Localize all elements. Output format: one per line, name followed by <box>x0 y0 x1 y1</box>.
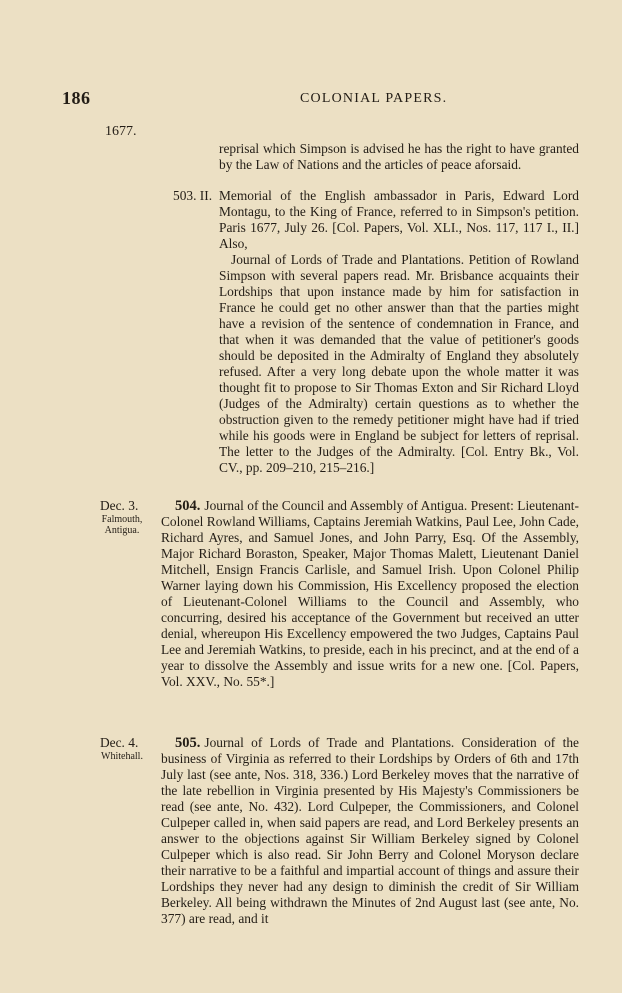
entry-503 <box>173 188 579 476</box>
entry-505 <box>161 735 579 927</box>
entry-504-date: Dec. 3. <box>100 498 139 513</box>
running-title: COLONIAL PAPERS. <box>300 91 448 106</box>
entry-503-memorial-paragraph: Memorial of the English ambassador in Paris, Edward Lord Montagu, to the King of France, referred to in Simpson's petition. Paris 1677, July 26. [Col. Papers, Vol. XLI., Nos. 117, 117 I., II.] Also, <box>219 188 579 251</box>
entry-503-journal-paragraph: Journal of Lords of Trade and Plantations. Petition of Rowland Simpson with several papers read. Mr. Brisbance acquaints their Lordships that upon instance made by him for satisfaction in France he could get no other answer than that the parties might have a revision of the sentence of condemnation in France, and that when it was demanded that the value of petitioner's goods should be deposited in the Admiralty of England they absolutely refused. After a very long debate upon the whole matter it was thought fit to propose to Sir Thomas Exton and Sir Richard Lloyd (Judges of the Admiralty) certain questions as to whether the obstruction given to the remedy petitioner might have had if tried while his goods were in England be subject for letters of reprisal. The letter to the Judges of the Admiralty. [Col. Entry Bk., Vol. CV., pp. 209–210, 215–216.] <box>219 252 579 475</box>
entry-505-text: Journal of Lords of Trade and Plantations. Consideration of the business of Virginia as referred to their Lordships by Orders of 6th and 17th July last (see ante, Nos. 318, 336.) Lord Berkeley moves that the narrative of the late rebellion in Virginia presented by His Majesty's Commissioners be read (see ante, No. 432). Lord Culpeper, the Commissioners, and Colonel Culpeper called in, when said papers are read, and Lord Berkeley presents an answer to the objections against Sir William Berkeley signed by Colonel Culpeper which is also read. Sir John Berry and Colonel Moryson declare their narrative to be a faithful and impartial account of things and assure their Lordships they never had any design to diminish the credit of Sir William Berkeley. All being withdrawn the Minutes of 2nd August last (see ante, No. 377) are read, and it <box>161 735 579 926</box>
continuation-paragraph: reprisal which Simpson is advised he has the right to have granted by the Law of Nations and the articles of peace aforsaid. <box>219 141 579 172</box>
entry-number: 503. II. <box>173 188 213 203</box>
entry-number: 504. <box>175 498 201 514</box>
entry-505-place: Whitehall. <box>101 751 143 762</box>
year-marginal-label: 1677. <box>105 124 137 139</box>
page-number: 186 <box>62 88 91 108</box>
entry-504-text: Journal of the Council and Assembly of Antigua. Present: Lieutenant-Colonel Rowland Williams, Captains Jeremiah Watkins, Paul Lee, John Cade, Richard Ayres, and Samuel Jones, and John Parry, Esq. Of the Assembly, Major Richard Boraston, Speaker, Major Thomas Malett, Lieutenant Daniel Mitchell, Ensign Francis Carlisle, and Samuel Irish. Upon Colonel Philip Warner laying down his Commission, His Excellency proposed the election of Lieutenant-Colonel Williams to the Council and Assembly, who concurring, desired his acceptance of the Government but received an utter denial, whereupon His Excellency empowered the two Judges, Captains Paul Lee and Jeremiah Watkins, to preside, each in his precinct, and at the end of a year to dissolve the Assembly and issue writs for a new one. [Col. Papers, Vol. XXV., No. 55*.] <box>161 498 579 689</box>
entry-505-date: Dec. 4. <box>100 735 139 750</box>
entry-504-place: Falmouth, Antigua. <box>101 514 143 536</box>
entry-504 <box>161 498 579 690</box>
entry-number: 505. <box>175 735 201 751</box>
